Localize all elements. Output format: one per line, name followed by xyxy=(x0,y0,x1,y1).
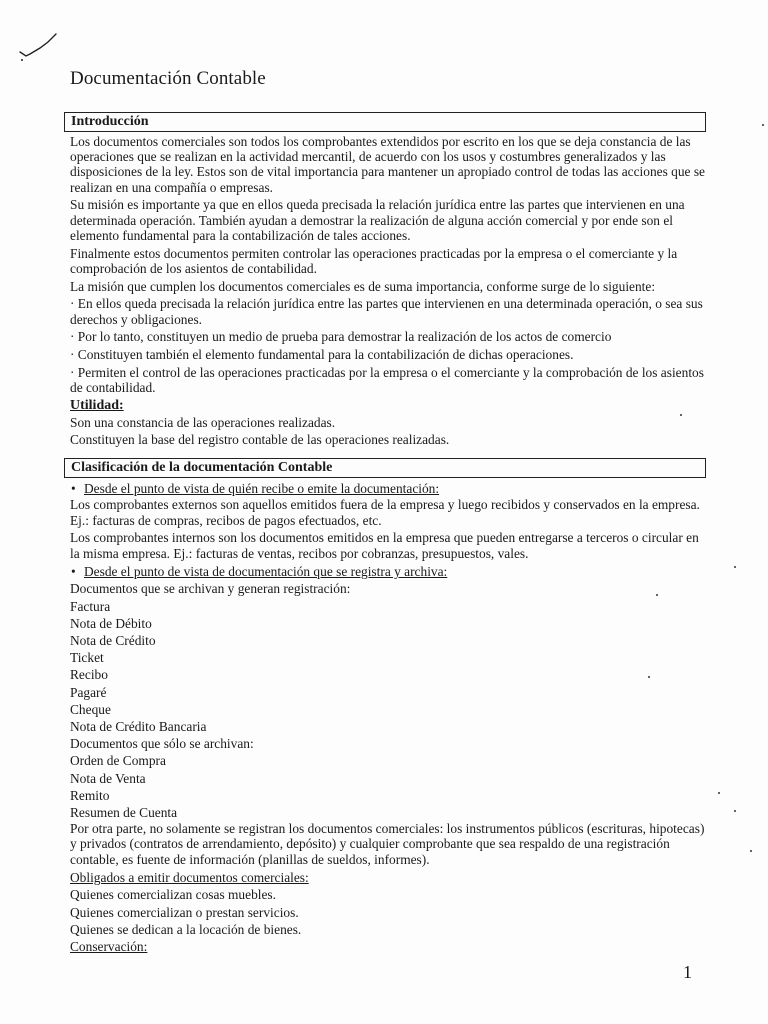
scan-speck xyxy=(718,792,720,794)
section-heading-introduccion: Introducción xyxy=(64,112,706,132)
archive-only-intro: Documentos que sólo se archivan: xyxy=(70,736,254,752)
list-item: Cheque xyxy=(70,701,111,717)
document-title: Documentación Contable xyxy=(70,68,266,89)
intro-paragraph: Finalmente estos documentos permiten controlar las operaciones practicadas por la empresa o el comerciante y la comprobación de los asientos de contabilidad. xyxy=(70,245,678,276)
intro-bullet: · Por lo tanto, constituyen un medio de prueba para demostrar la realización de los actos de comercio xyxy=(70,329,612,345)
closing-paragraph: Por otra parte, no solamente se registran los documentos comerciales: los instrumentos públicos (escrituras, hipotecas) y privados (contratos de arrendamiento, depósito) y cualquier comprobante que sea respaldo de una registración contable, es fuente de información (planillas de sueldos, informes). xyxy=(70,821,705,867)
obligados-heading: Obligados a emitir documentos comerciales: xyxy=(70,870,309,886)
scan-speck xyxy=(750,850,752,852)
list-item: Quienes comercializan cosas muebles. xyxy=(70,887,276,903)
classification-bullet-text: Desde el punto de vista de quién recibe o emite la documentación: xyxy=(84,481,440,497)
scan-speck xyxy=(734,566,736,568)
list-item: Nota de Débito xyxy=(70,615,152,631)
list-item: Nota de Crédito Bancaria xyxy=(70,719,207,735)
utilidad-line: Son una constancia de las operaciones realizadas. xyxy=(70,415,336,430)
list-item: Quienes comercializan o prestan servicios. xyxy=(70,904,299,920)
page-number: 1 xyxy=(683,962,692,982)
intro-paragraph: La misión que cumplen los documentos comerciales es de suma importancia, conforme surge de lo siguiente: xyxy=(70,278,656,294)
classification-bullet-text: Desde el punto de vista de documentación que se registra y archiva: xyxy=(84,564,448,580)
list-item: Recibo xyxy=(70,667,108,683)
intro-paragraph: Los documentos comerciales son todos los comprobantes extendidos por escrito en los que se deja constancia de las operaciones que se realizan en la actividad mercantil, de acuerdo con los usos y costumbres generalizados y las disposiciones de la ley. Estos son de vital importancia para mantener un apropiado control de todas las acciones que se realizan en una compañía o empresas. xyxy=(70,134,705,195)
list-item: Nota de Venta xyxy=(70,770,146,786)
scan-speck xyxy=(656,594,658,596)
scan-speck xyxy=(648,676,650,678)
list-item: Ticket xyxy=(70,650,104,666)
classification-bullet xyxy=(70,480,706,497)
list-item: Quienes se dedican a la locación de bienes. xyxy=(70,921,302,937)
intro-bullet: · Constituyen también el elemento fundamental para la contabilización de dichas operaciones. xyxy=(70,347,574,363)
utilidad-heading: Utilidad: xyxy=(70,398,124,413)
classification-paragraph: Los comprobantes externos son aquellos emitidos fuera de la empresa y luego recibidos y conservados en la empresa. Ej.: facturas de compras, recibos de pagos efectuados, etc. xyxy=(70,497,700,528)
list-item: Factura xyxy=(70,598,111,614)
classification-bullet xyxy=(70,563,706,580)
document-body xyxy=(70,112,706,955)
section-heading-clasificacion: Clasificación de la documentación Contable xyxy=(64,458,706,478)
list-item: Pagaré xyxy=(70,684,107,700)
archive-register-intro: Documentos que se archivan y generan registración: xyxy=(70,581,351,597)
intro-bullet: · Permiten el control de las operaciones practicadas por la empresa o el comerciante y la comprobación de los asientos de contabilidad. xyxy=(70,365,704,396)
check-mark-icon xyxy=(16,30,60,66)
list-item: Remito xyxy=(70,787,110,803)
scan-speck xyxy=(762,124,764,126)
utilidad-line: Constituyen la base del registro contable de las operaciones realizadas. xyxy=(70,432,450,448)
classification-paragraph: Los comprobantes internos son los documentos emitidos en la empresa que pueden entregarse a terceros o circular en la misma empresa. Ej.: facturas de ventas, recibos por cobranzas, presupuestos, vales. xyxy=(70,530,699,561)
intro-bullet: · En ellos queda precisada la relación jurídica entre las partes que intervienen en una determinada operación, o sea sus derechos y obligaciones. xyxy=(70,296,703,327)
list-item: Nota de Crédito xyxy=(70,633,156,649)
conservacion-heading: Conservación: xyxy=(70,939,148,955)
intro-paragraph: Su misión es importante ya que en ellos queda precisada la relación jurídica entre las partes que intervienen en una determinada operación. También ayudan a demostrar la realización de alguna acción comercial y por ende son el elemento fundamental para la contabilización de tales acciones. xyxy=(70,197,685,243)
list-item: Resumen de Cuenta xyxy=(70,805,178,821)
scan-speck xyxy=(734,810,736,812)
list-item: Orden de Compra xyxy=(70,753,166,769)
scan-speck xyxy=(680,414,682,416)
